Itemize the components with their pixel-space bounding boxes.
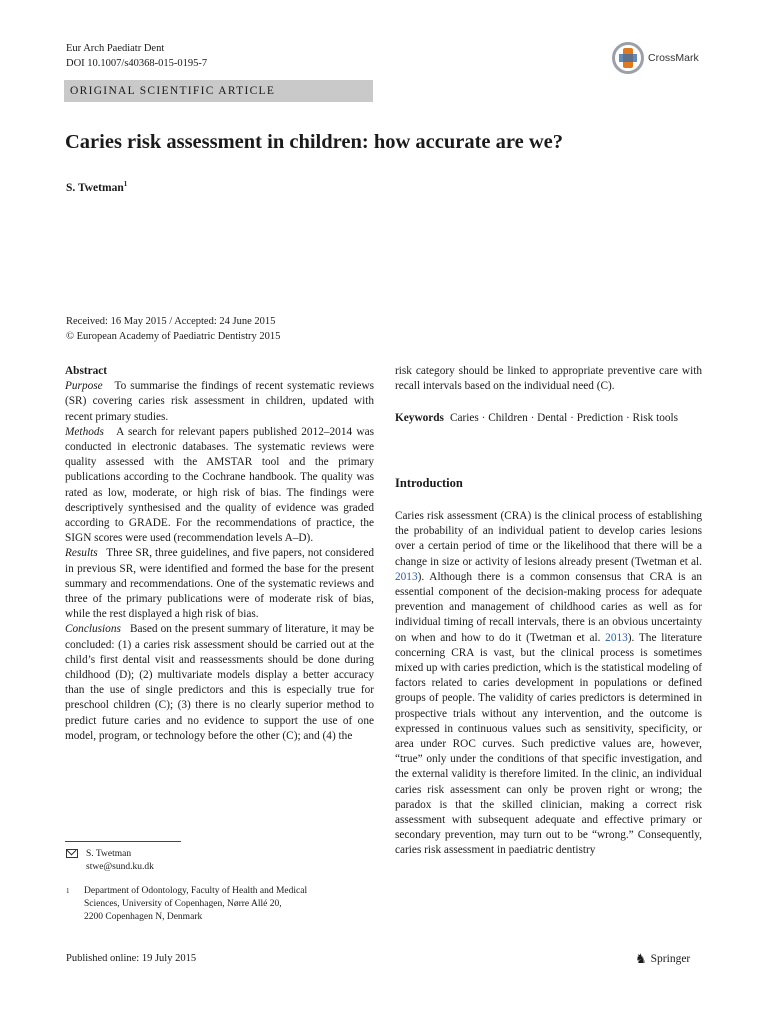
publisher-logo xyxy=(635,951,690,967)
author-name: S. Twetman xyxy=(66,181,124,194)
intro-text-1: Caries risk assessment (CRA) is the clinical process of establishing the probability of an individual patient to develop caries lesions over a certain period of time or the likelihood that there will be a change in size or activity of lesions already present (Twetman et al. xyxy=(395,510,702,568)
intro-text-3: ). The literature concerning CRA is vast, but the clinical process is sometimes mixed up with caries prediction, which is the statistical modeling of factors related to caries development in populations or defined groups of people. The validity of caries predictors is determined in prospective trials without any intervention, and the outcome is expressed in continuous values such as sensitivity, specificity, or area under ROC curves. Such predictive values are, however, “true” only under the conditions of that specific investigation, and the external validity is therefore limited. In the clinic, an individual caries risk assessment can only be proven right or wrong; the paradox is that the skilled clinician, making a correct risk assessment with subsequent adequate and effective primary or secondary prevention, may turn out to be “wrong.” Consequently, caries risk assessment in paediatric dentistry xyxy=(395,631,702,857)
journal-header xyxy=(66,41,207,71)
affiliation-footnote xyxy=(66,885,307,924)
journal-name: Eur Arch Paediatr Dent xyxy=(66,43,165,54)
abstract-heading: Abstract xyxy=(65,365,108,377)
keywords xyxy=(395,411,702,426)
corr-email[interactable]: stwe@sund.ku.dk xyxy=(86,862,154,872)
published-online: Published online: 19 July 2015 xyxy=(66,953,197,964)
affil-line: Department of Odontology, Faculty of Health and Medical xyxy=(84,886,308,896)
corr-name: S. Twetman xyxy=(86,849,132,859)
results-label: Results xyxy=(65,547,98,560)
citation-link[interactable]: 2013 xyxy=(605,631,628,644)
doi[interactable]: DOI 10.1007/s40368-015-0195-7 xyxy=(66,58,208,69)
abstract-continuation: risk category should be linked to appropriate preventive care with recall intervals based on the individual need (C). xyxy=(395,365,702,393)
methods-label: Methods xyxy=(65,425,104,438)
copyright: © European Academy of Paediatric Dentistry 2015 xyxy=(66,330,281,342)
keywords-text: Caries · Children · Dental · Prediction · Risk tools xyxy=(449,412,679,424)
abstract-conclusions xyxy=(65,622,374,744)
corresponding-author xyxy=(66,848,154,874)
purpose-label: Purpose xyxy=(65,380,103,393)
footnote-divider xyxy=(65,841,181,842)
abstract-purpose xyxy=(65,379,374,425)
abstract-results xyxy=(65,546,374,622)
methods-text: A search for relevant papers published 2012–2014 was conducted in electronic databases. The systematic reviews were quality assessed with the AMSTAR tool and the primary publications according to the Cochrane handbook. The quality was rated as low, moderate, or high risk of bias. The findings were descriptively synthesised and the quality of evidence was graded according to GRADE. For the recommendations of practice, the SIGN scores were used (recommendation levels A–D). xyxy=(65,425,374,545)
article-dates xyxy=(66,315,280,344)
introduction-heading: Introduction xyxy=(395,476,463,490)
intro-text-2: ). Although there is a common consensus that CRA is an essential component of the decision-making process for adequate prevention and management of childhood caries as well as for individual timing of recall intervals, there is an obvious uncertainty on when and how to do it (Twetman et al. xyxy=(395,570,702,644)
springer-horse-icon: ♞ xyxy=(635,951,647,966)
abstract xyxy=(65,364,374,744)
publisher-name: Springer xyxy=(650,953,691,965)
results-text: Three SR, three guidelines, and five papers, not considered in previous SR, were identified and formed the base for the present summary and recommendations. One of the systematic reviews and three of the primary publications were of moderate risk of bias, while the rest displayed a high risk of bias. xyxy=(65,547,374,621)
received-accepted: Received: 16 May 2015 / Accepted: 24 June 2015 xyxy=(66,316,276,327)
crossmark-icon xyxy=(612,42,644,74)
crossmark-label: CrossMark xyxy=(648,52,699,64)
conclusions-text: Based on the present summary of literature, it may be concluded: (1) a caries risk assessment should be carried out at the child’s first dental visit and reassessments should be done during childhood (D); (2) multivariate models display a better accuracy than the use of single predictors and this is especially true for preschool children (C); (3) there is no clearly superior method to predict future caries and no evidence to support the use of one model, program, or technology before the other (C); and (4) the xyxy=(65,623,374,742)
affil-line: 2200 Copenhagen N, Denmark xyxy=(84,912,203,922)
crossmark-badge[interactable] xyxy=(612,39,722,77)
author-line xyxy=(66,180,127,194)
keywords-label: Keywords xyxy=(395,412,444,424)
affil-number: 1 xyxy=(66,887,70,895)
article-title: Caries risk assessment in children: how accurate are we? xyxy=(65,131,564,153)
purpose-text: To summarise the findings of recent systematic reviews (SR) covering caries risk assessment in children, updated with recent primary studies. xyxy=(65,380,374,423)
envelope-icon xyxy=(66,849,78,858)
affiliation-mark: 1 xyxy=(123,180,128,188)
abstract-methods xyxy=(65,425,374,547)
article-type-banner: ORIGINAL SCIENTIFIC ARTICLE xyxy=(64,80,373,102)
affil-line: Sciences, University of Copenhagen, Nørre Allé 20, xyxy=(84,899,282,909)
conclusions-label: Conclusions xyxy=(65,623,121,636)
introduction-body xyxy=(395,509,702,859)
citation-link[interactable]: 2013 xyxy=(395,570,418,583)
